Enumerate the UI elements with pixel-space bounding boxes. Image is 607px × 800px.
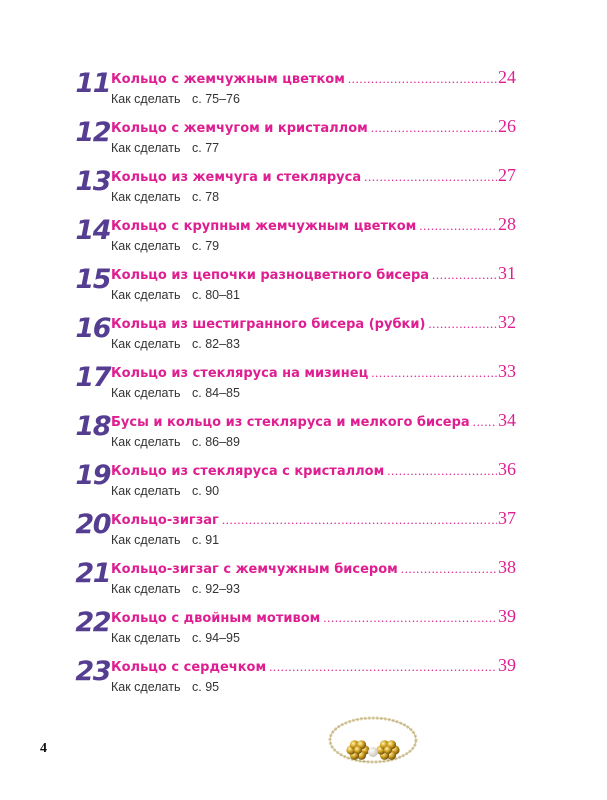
pearl-bead: [368, 747, 378, 757]
how-to-label: Как сделать: [111, 190, 181, 204]
dot-leader: [432, 265, 497, 285]
entry-title: Кольцо из стекляруса с кристаллом: [111, 464, 385, 479]
entry-title-line: [111, 165, 516, 188]
entry-page-number: 34: [498, 410, 516, 430]
instructions-pages: с. 86–89: [192, 435, 240, 449]
instructions-pages: с. 79: [192, 239, 220, 253]
dot-leader: [371, 118, 497, 138]
entry-title-line: [111, 655, 516, 678]
entry-number: 15: [75, 264, 110, 295]
instructions-pages: с. 94–95: [192, 631, 240, 645]
instructions-pages: с. 80–81: [192, 288, 240, 302]
entry-number: 12: [75, 117, 110, 148]
instructions-pages: с. 91: [192, 533, 220, 547]
how-to-label: Как сделать: [111, 141, 181, 155]
entry-page-number: 38: [498, 557, 516, 577]
entry-title: Кольцо с двойным мотивом: [111, 611, 321, 626]
instructions-pages: с. 82–83: [192, 337, 240, 351]
how-to-label: Как сделать: [111, 92, 181, 106]
instructions-pages: с. 95: [192, 680, 220, 694]
entry-page-number: 37: [498, 508, 516, 528]
how-to-label: Как сделать: [111, 239, 181, 253]
how-to-label: Как сделать: [111, 631, 181, 645]
how-to-label: Как сделать: [111, 435, 181, 449]
dot-leader: [364, 167, 497, 187]
entry-title-line: [111, 361, 516, 384]
toc-entry[interactable]: [66, 454, 516, 503]
toc-entry[interactable]: [66, 111, 516, 160]
toc-entry[interactable]: [66, 307, 516, 356]
entry-instructions: [111, 385, 240, 401]
dot-leader: [473, 412, 497, 432]
entry-title-line: [111, 557, 516, 580]
instructions-pages: с. 78: [192, 190, 220, 204]
entry-title-line: [111, 263, 516, 286]
gold-bead: [384, 746, 392, 754]
entry-instructions: [111, 483, 219, 499]
entry-title-line: [111, 410, 516, 433]
how-to-label: Как сделать: [111, 288, 181, 302]
entry-instructions: [111, 581, 240, 597]
dot-leader: [269, 657, 497, 677]
entry-instructions: [111, 238, 219, 254]
toc-entry[interactable]: [66, 405, 516, 454]
entry-instructions: [111, 140, 219, 156]
entry-title: Кольцо-зигзаг с жемчужным бисером: [111, 562, 398, 577]
entry-title: Кольцо из цепочки разноцветного бисера: [111, 268, 430, 283]
entry-instructions: [111, 434, 240, 450]
entry-title: Кольцо-зигзаг: [111, 513, 219, 528]
entry-title: Кольцо из жемчуга и стекляруса: [111, 170, 362, 185]
dot-leader: [323, 608, 497, 628]
dot-leader: [401, 559, 497, 579]
entry-title-line: [111, 116, 516, 139]
instructions-pages: с. 84–85: [192, 386, 240, 400]
entry-title-line: [111, 459, 516, 482]
entry-page-number: 31: [498, 263, 516, 283]
entry-title: Кольца из шестигранного бисера (рубки): [111, 317, 426, 332]
entry-title: Кольцо из стекляруса на мизинец: [111, 366, 369, 381]
entry-page-number: 26: [498, 116, 516, 136]
dot-leader: [348, 69, 497, 89]
gold-bead: [354, 746, 362, 754]
instructions-pages: с. 75–76: [192, 92, 240, 106]
toc-entry[interactable]: [66, 650, 516, 699]
entry-instructions: [111, 91, 240, 107]
toc-entry[interactable]: [66, 209, 516, 258]
how-to-label: Как сделать: [111, 386, 181, 400]
dot-leader: [222, 510, 497, 530]
entry-title-line: [111, 67, 516, 90]
entry-page-number: 36: [498, 459, 516, 479]
entry-number: 14: [75, 215, 110, 246]
toc-entry[interactable]: [66, 503, 516, 552]
entry-number: 19: [75, 460, 110, 491]
entry-instructions: [111, 630, 240, 646]
entry-number: 18: [75, 411, 110, 442]
entry-instructions: [111, 532, 219, 548]
dot-leader: [428, 314, 497, 334]
entry-instructions: [111, 287, 240, 303]
entry-page-number: 24: [498, 67, 516, 87]
entry-page-number: 33: [498, 361, 516, 381]
dot-leader: [371, 363, 497, 383]
entry-number: 20: [75, 509, 110, 540]
entry-title-line: [111, 214, 516, 237]
table-of-contents: [66, 62, 516, 699]
entry-page-number: 28: [498, 214, 516, 234]
how-to-label: Как сделать: [111, 337, 181, 351]
entry-title-line: [111, 606, 516, 629]
beaded-ring-photo: [318, 700, 428, 795]
toc-entry[interactable]: [66, 601, 516, 650]
how-to-label: Как сделать: [111, 484, 181, 498]
entry-number: 11: [75, 68, 110, 99]
entry-number: 21: [75, 558, 110, 589]
entry-title: Кольцо с сердечком: [111, 660, 267, 675]
bead-flower-left: [346, 740, 369, 760]
entry-number: 22: [75, 607, 110, 638]
entry-page-number: 27: [498, 165, 516, 185]
how-to-label: Как сделать: [111, 533, 181, 547]
entry-number: 16: [75, 313, 110, 344]
toc-entry[interactable]: [66, 62, 516, 111]
toc-entry[interactable]: [66, 356, 516, 405]
entry-title: Бусы и кольцо из стекляруса и мелкого бисера: [111, 415, 470, 430]
entry-page-number: 39: [498, 655, 516, 675]
entry-number: 13: [75, 166, 110, 197]
entry-page-number: 32: [498, 312, 516, 332]
toc-entry[interactable]: [66, 160, 516, 209]
toc-entry[interactable]: [66, 258, 516, 307]
how-to-label: Как сделать: [111, 680, 181, 694]
bead-flower-right: [376, 740, 399, 760]
entry-instructions: [111, 336, 240, 352]
instructions-pages: с. 90: [192, 484, 220, 498]
dot-leader: [419, 216, 497, 236]
entry-title-line: [111, 508, 516, 531]
entry-title: Кольцо с крупным жемчужным цветком: [111, 219, 417, 234]
page-number: 4: [40, 741, 47, 756]
entry-number: 17: [75, 362, 110, 393]
instructions-pages: с. 92–93: [192, 582, 240, 596]
entry-page-number: 39: [498, 606, 516, 626]
dot-leader: [387, 461, 497, 481]
entry-title-line: [111, 312, 516, 335]
how-to-label: Как сделать: [111, 582, 181, 596]
entry-number: 23: [75, 656, 110, 687]
entry-title: Кольцо с жемчугом и кристаллом: [111, 121, 368, 136]
toc-entry[interactable]: [66, 552, 516, 601]
instructions-pages: с. 77: [192, 141, 220, 155]
entry-title: Кольцо с жемчужным цветком: [111, 72, 345, 87]
entry-instructions: [111, 679, 219, 695]
entry-instructions: [111, 189, 219, 205]
